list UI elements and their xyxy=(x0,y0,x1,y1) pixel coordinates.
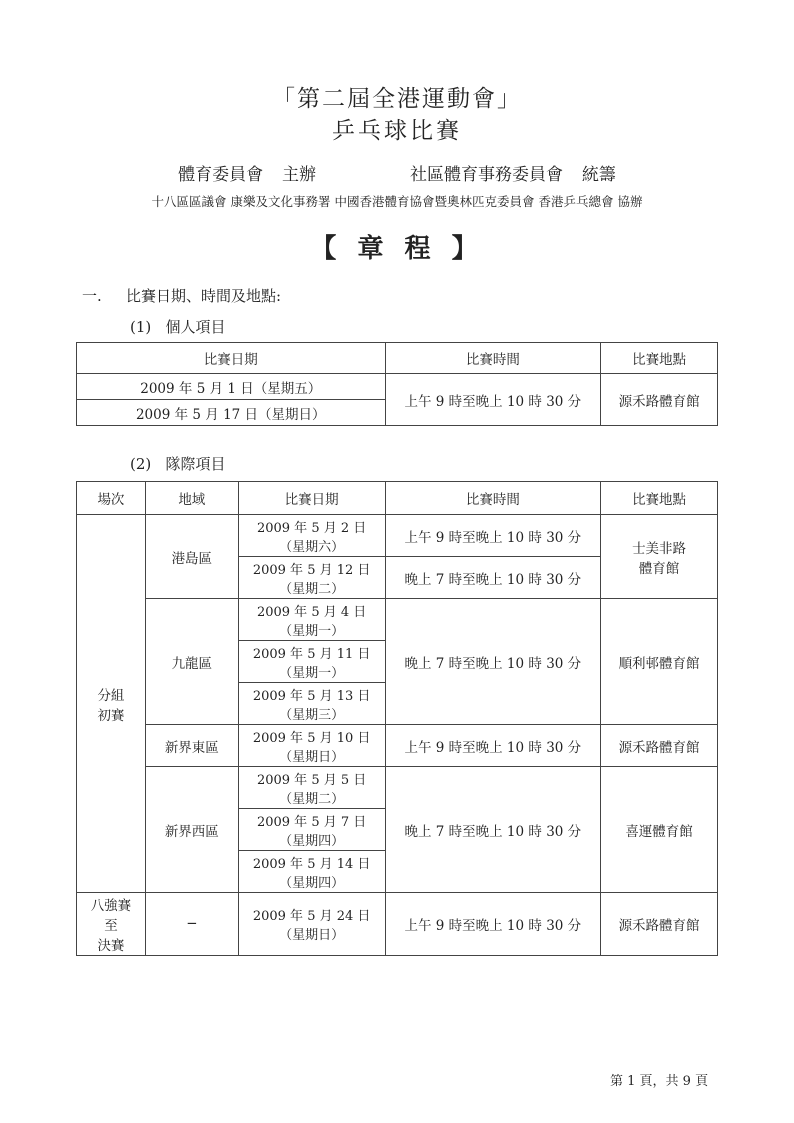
date-cell: 2009 年 5 月 5 日 （星期二） xyxy=(238,767,385,809)
venue-hk-island: 士美非路 體育館 xyxy=(601,515,718,599)
team-label: (2) 隊際項目 xyxy=(130,455,226,473)
date-cell: 2009 年 5 月 12 日 （星期二） xyxy=(238,557,385,599)
time-cell: 上午 9 時至晚上 10 時 30 分 xyxy=(385,725,601,767)
individual-table xyxy=(76,342,718,426)
date-cell: 2009 年 5 月 24 日 （星期日） xyxy=(238,893,385,956)
header-venue: 比賽地點 xyxy=(601,482,718,515)
section1-number: 一. xyxy=(82,287,102,305)
header-time: 比賽時間 xyxy=(385,343,601,374)
date-cell: 2009 年 5 月 14 日 （星期四） xyxy=(238,851,385,893)
title-line2: 乒乓球比賽 xyxy=(332,118,462,144)
individual-time: 上午 9 時至晚上 10 時 30 分 xyxy=(385,374,601,426)
time-cell: 上午 9 時至晚上 10 時 30 分 xyxy=(385,893,601,956)
venue-nt-west: 喜運體育館 xyxy=(601,767,718,893)
header-venue: 比賽地點 xyxy=(601,343,718,374)
individual-date-1: 2009 年 5 月 1 日（星期五） xyxy=(77,374,386,400)
final-stage-cell: 八強賽 至 決賽 xyxy=(77,893,146,956)
organizers-line2: 十八區區議會 康樂及文化事務署 中國香港體育協會暨奧林匹克委員會 香港乒乓總會 協辦 xyxy=(151,194,643,209)
team-table xyxy=(76,481,718,956)
group-stage-cell: 分組 初賽 xyxy=(77,515,146,893)
region-nt-east: 新界東區 xyxy=(145,725,238,767)
time-cell: 上午 9 時至晚上 10 時 30 分 xyxy=(385,515,601,557)
table-row xyxy=(77,515,718,557)
date-cell: 2009 年 5 月 7 日 （星期四） xyxy=(238,809,385,851)
region-hk-island: 港島區 xyxy=(145,515,238,599)
header-date: 比賽日期 xyxy=(238,482,385,515)
title-line1: 「第二屆全港運動會」 xyxy=(272,86,522,112)
table-row xyxy=(77,374,718,400)
header-time: 比賽時間 xyxy=(385,482,601,515)
table-row xyxy=(77,725,718,767)
region-nt-west: 新界西區 xyxy=(145,767,238,893)
header-round: 場次 xyxy=(77,482,146,515)
table-row xyxy=(77,767,718,809)
time-cell: 晚上 7 時至晚上 10 時 30 分 xyxy=(385,557,601,599)
individual-date-2: 2009 年 5 月 17 日（星期日） xyxy=(77,400,386,426)
header-date: 比賽日期 xyxy=(77,343,386,374)
venue-kowloon: 順利邨體育館 xyxy=(601,599,718,725)
final-region: ─ xyxy=(145,893,238,956)
rules-heading: 【 章 程 】 xyxy=(310,234,484,264)
time-cell: 晚上 7 時至晚上 10 時 30 分 xyxy=(385,599,601,725)
region-kowloon: 九龍區 xyxy=(145,599,238,725)
table-header-row xyxy=(77,343,718,374)
individual-venue: 源禾路體育館 xyxy=(601,374,718,426)
time-cell: 晚上 7 時至晚上 10 時 30 分 xyxy=(385,767,601,893)
individual-label: (1) 個人項目 xyxy=(130,318,226,336)
venue-final: 源禾路體育館 xyxy=(601,893,718,956)
date-cell: 2009 年 5 月 4 日 （星期一） xyxy=(238,599,385,641)
date-cell: 2009 年 5 月 13 日 （星期三） xyxy=(238,683,385,725)
table-row xyxy=(77,893,718,956)
venue-nt-east: 源禾路體育館 xyxy=(601,725,718,767)
header-region: 地域 xyxy=(145,482,238,515)
table-header-row xyxy=(77,482,718,515)
date-cell: 2009 年 5 月 10 日 （星期日） xyxy=(238,725,385,767)
table-row xyxy=(77,599,718,641)
date-cell: 2009 年 5 月 2 日 （星期六） xyxy=(238,515,385,557)
page-number: 第 1 頁，共 9 頁 xyxy=(610,1074,709,1089)
section1-heading xyxy=(82,285,281,306)
organizers-line1: 體育委員會 主辦 社區體育事務委員會 統籌 xyxy=(178,165,616,185)
section1-title: 比賽日期、時間及地點: xyxy=(126,287,282,305)
date-cell: 2009 年 5 月 11 日 （星期一） xyxy=(238,641,385,683)
